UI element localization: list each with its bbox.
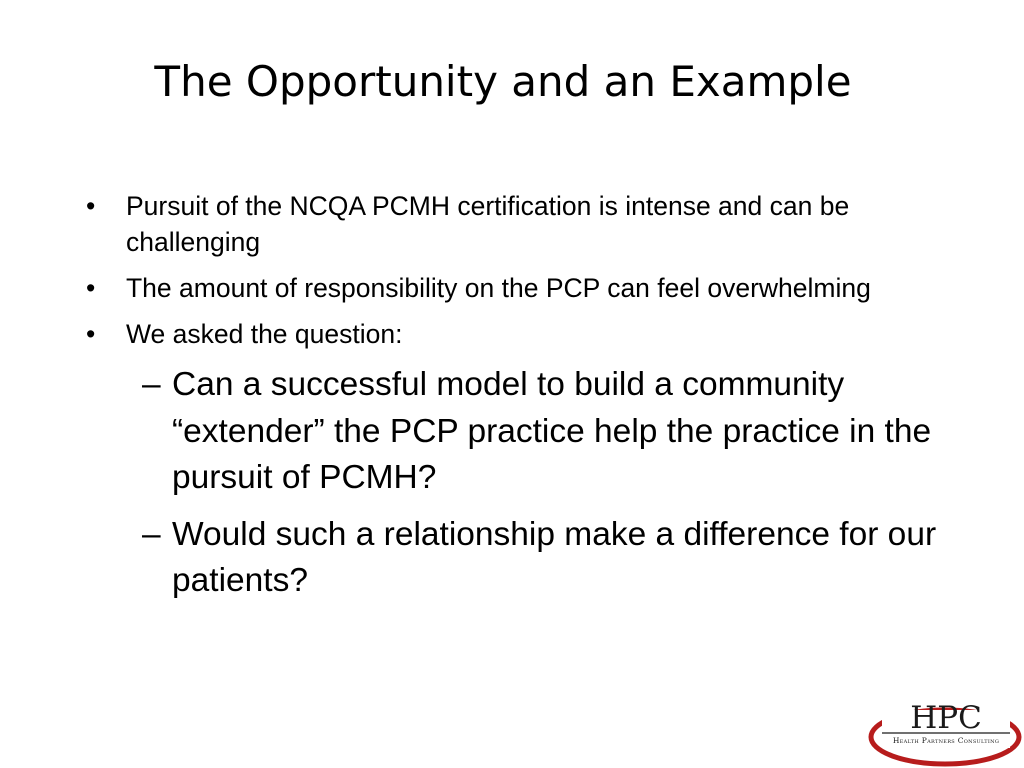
bullet-marker: •	[86, 319, 96, 349]
slide-title: The Opportunity and an Example	[154, 57, 852, 106]
sub-bullet-item	[82, 512, 942, 605]
sub-bullet-marker: –	[142, 366, 161, 403]
bullet-item	[82, 316, 942, 352]
hpc-logo	[866, 690, 1024, 768]
logo-initials: HPC	[910, 700, 982, 736]
slide-body	[82, 188, 942, 615]
bullet-item	[82, 188, 942, 260]
sub-bullet-text: Would such a relationship make a difference for our patients?	[172, 515, 937, 599]
bullet-text: The amount of responsibility on the PCP can feel overwhelming	[126, 273, 871, 303]
bullet-marker: •	[86, 273, 96, 303]
logo-tagline: Health Partners Consulting	[892, 736, 1000, 745]
sub-bullet-text: Can a successful model to build a community “extender” the PCP practice help the practice in the pursuit of PCMH?	[172, 366, 932, 496]
bullet-marker: •	[86, 191, 96, 221]
sub-bullet-marker: –	[142, 515, 161, 553]
bullet-item	[82, 270, 942, 306]
bullet-text: Pursuit of the NCQA PCMH certification is intense and can be challenging	[126, 191, 850, 257]
sub-bullet-item	[82, 362, 942, 502]
bullet-text: We asked the question:	[126, 319, 403, 349]
